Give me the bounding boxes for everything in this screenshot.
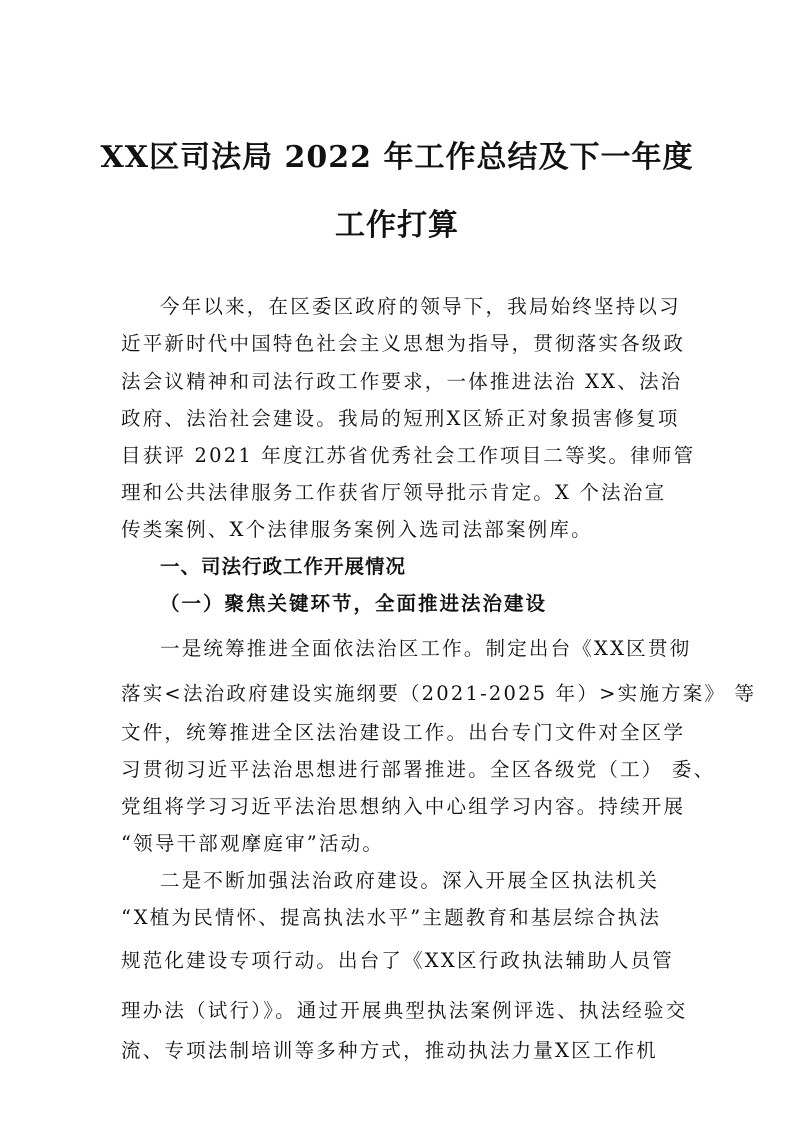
document-title-line-2: 工作打算 — [335, 208, 459, 243]
paragraph-line: 目获评 2021 年度江苏省优秀社会工作项目二等奖。律师管 — [121, 444, 696, 467]
paragraph-line: 落实<法治政府建设实施纲要（2021-2025 年）>实施方案》 等 — [121, 682, 757, 705]
paragraph-line: 法会议精神和司法行政工作要求，一体推进法治 XX、法治 — [121, 370, 683, 393]
paragraph-line: 今年以来，在区委区政府的领导下，我局始终坚持以习 — [160, 295, 681, 318]
paragraph-line: 一是统筹推进全面依法治区工作。制定出台《XX区贯彻 — [160, 637, 692, 660]
paragraph-line: 规范化建设专项行动。出台了《XX区行政执法辅助人员管 — [121, 949, 674, 972]
paragraph-line: 近平新时代中国特色社会主义思想为指导，贯彻落实各级政 — [121, 332, 686, 355]
paragraph-line: 习贯彻习近平法治思想进行部署推进。全区各级党（工） 委、 — [121, 758, 716, 781]
paragraph-line: 文件，统筹推进全区法治建设工作。出台专门文件对全区学 — [121, 721, 686, 744]
paragraph-line: 理办法（试行）》。通过开展典型执法案例评选、执法经验交 — [121, 999, 688, 1022]
paragraph-line: 党组将学习习近平法治思想纳入中心组学习内容。持续开展 — [121, 795, 686, 818]
document-title-line-1: XX区司法局 2022 年工作总结及下一年度 — [100, 140, 694, 175]
paragraph-line: “领导干部观摩庭审”活动。 — [121, 832, 385, 855]
section-heading: 一、司法行政工作开展情况 — [160, 555, 407, 578]
paragraph-line: “X植为民情怀、提高执法水平”主题教育和基层综合执法 — [121, 906, 662, 929]
paragraph-line: 流、专项法制培训等多种方式，推动执法力量X区工作机 — [121, 1039, 658, 1062]
paragraph-line: 政府、法治社会建设。我局的短刑X区矫正对象损害修复项 — [121, 407, 680, 430]
paragraph-line: 二是不断加强法治政府建设。深入开展全区执法机关 — [160, 869, 660, 892]
paragraph-line: 传类案例、X个法律服务案例入选司法部案例库。 — [121, 518, 593, 541]
paragraph-line: 理和公共法律服务工作获省厅领导批示肯定。X 个法治宣 — [121, 481, 667, 504]
subsection-heading: （一）聚焦关键环节，全面推进法治建设 — [160, 592, 548, 615]
